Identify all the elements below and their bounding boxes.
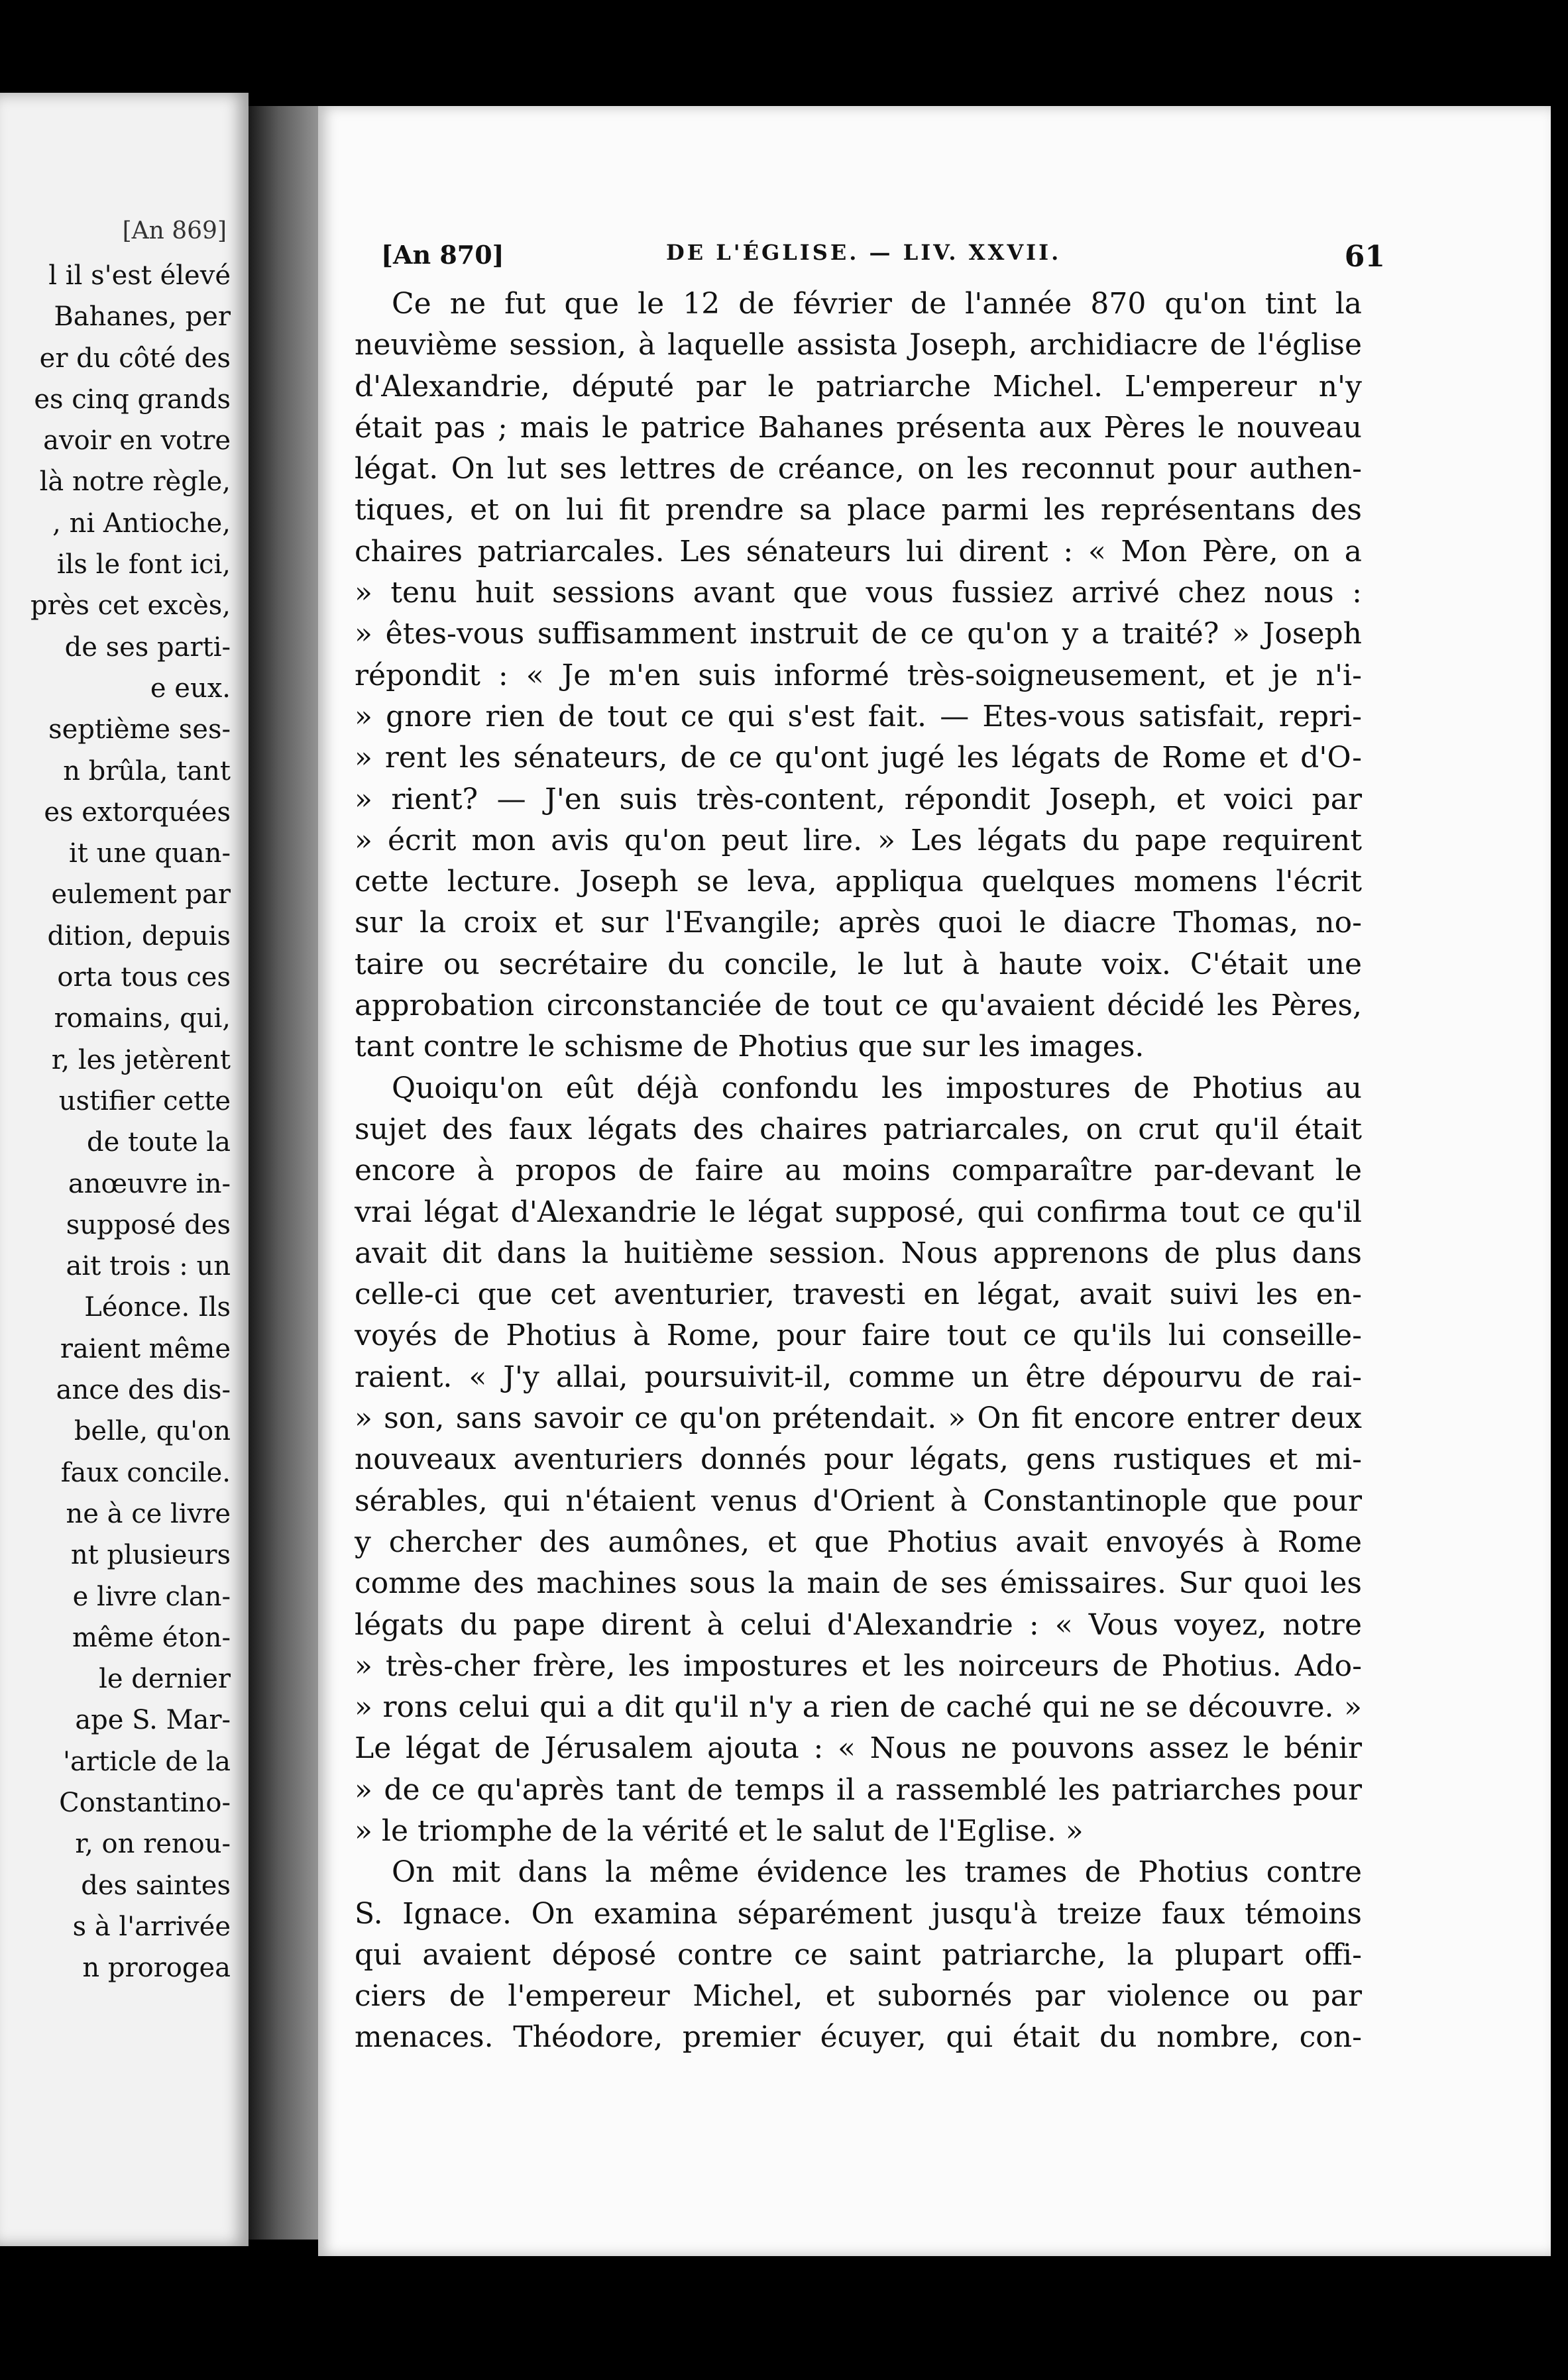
left-page-line: même éton- bbox=[72, 1622, 231, 1653]
left-page-line: e eux. bbox=[150, 673, 231, 704]
text-line: sur la croix et sur l'Evangile; après quoi le diacre Thomas, no- bbox=[355, 906, 1362, 940]
left-page-line: , ni Antioche, bbox=[52, 508, 231, 539]
left-page-line: Constantino- bbox=[59, 1787, 231, 1818]
left-page-line: er du côté des bbox=[39, 343, 231, 374]
page-number: 61 bbox=[1344, 240, 1385, 274]
left-page-line: ils le font ici, bbox=[56, 549, 231, 580]
left-page-line: avoir en votre bbox=[43, 425, 231, 457]
left-page-text bbox=[0, 255, 231, 1988]
paragraph bbox=[355, 1852, 1362, 2058]
text-line: » rons celui qui a dit qu'il n'y a rien de caché qui ne se découvre. » bbox=[355, 1690, 1362, 1725]
text-line: » tenu huit sessions avant que vous fussiez arrivé chez nous : bbox=[355, 576, 1362, 610]
left-page-line: supposé des bbox=[66, 1209, 231, 1240]
left-page-line: ne à ce livre bbox=[66, 1498, 231, 1529]
left-page-line: n brûla, tant bbox=[63, 755, 231, 786]
left-page-line: Bahanes, per bbox=[54, 301, 231, 333]
text-line: y chercher des aumônes, et que Photius avait envoyés à Rome bbox=[355, 1525, 1362, 1559]
left-page-line: n prorogea bbox=[82, 1953, 231, 1984]
left-page-line: romains, qui, bbox=[54, 1003, 231, 1034]
text-line: » son, sans savoir ce qu'on prétendait. » On fit encore entrer deux bbox=[355, 1401, 1362, 1436]
text-line: » très-cher frère, les impostures et les noirceurs de Photius. Ado- bbox=[355, 1649, 1362, 1683]
left-page-line: e livre clan- bbox=[72, 1581, 231, 1612]
text-line: tant contre le schisme de Photius que sur les images. bbox=[355, 1030, 1145, 1064]
running-head-year: [An 870] bbox=[381, 240, 504, 270]
left-page-line: r, on renou- bbox=[75, 1829, 231, 1860]
left-page bbox=[0, 93, 249, 2246]
left-page-line: Léonce. Ils bbox=[84, 1292, 231, 1323]
left-page-line: eulement par bbox=[51, 879, 231, 910]
left-page-line: septième ses- bbox=[48, 714, 231, 745]
text-line: neuvième session, à laquelle assista Joseph, archidiacre de l'église bbox=[355, 328, 1362, 362]
text-line: légat. On lut ses lettres de créance, on les reconnut pour authen- bbox=[355, 452, 1362, 486]
text-line: répondit : « Je m'en suis informé très-soigneusement, et je n'i- bbox=[355, 658, 1362, 692]
running-head-title: DE L'ÉGLISE. — LIV. XXVII. bbox=[666, 240, 1062, 265]
text-line: était pas ; mais le patrice Bahanes présenta aux Pères le nouveau bbox=[355, 410, 1362, 445]
text-line: » écrit mon avis qu'on peut lire. » Les légats du pape requirent bbox=[355, 823, 1362, 857]
text-line: » êtes-vous suffisamment instruit de ce qu'on y a traité? » Joseph bbox=[355, 617, 1362, 651]
text-line: » le triomphe de la vérité et le salut de l'Eglise. » bbox=[355, 1813, 1084, 1848]
left-page-line: des saintes bbox=[81, 1870, 231, 1901]
text-line: raient. « J'y allai, poursuivit-il, comme un être dépourvu de rai- bbox=[355, 1360, 1362, 1394]
text-line: Quoiqu'on eût déjà confondu les impostures de Photius au bbox=[392, 1071, 1362, 1105]
text-line: » gnore rien de tout ce qui s'est fait. — Etes-vous satisfait, repri- bbox=[355, 699, 1362, 733]
left-page-line: ustifier cette bbox=[58, 1085, 231, 1116]
left-page-line: 'article de la bbox=[62, 1746, 231, 1777]
left-page-line: r, les jetèrent bbox=[51, 1044, 231, 1075]
left-page-line: es cinq grands bbox=[34, 384, 231, 415]
left-page-line: près cet excès, bbox=[30, 590, 231, 622]
text-line: S. Ignace. On examina séparément jusqu'à treize faux témoins bbox=[355, 1896, 1362, 1931]
text-line: tiques, et on lui fit prendre sa place parmi les représentans des bbox=[355, 493, 1362, 527]
left-page-header: [An 869] bbox=[122, 217, 227, 244]
text-line: chaires patriarcales. Les sénateurs lui dirent : « Mon Père, on a bbox=[355, 534, 1362, 568]
text-line: taire ou secrétaire du concile, le lut à haute voix. C'était une bbox=[355, 947, 1362, 981]
text-line: nouveaux aventuriers donnés pour légats, gens rustiques et mi- bbox=[355, 1442, 1362, 1477]
text-line: Le légat de Jérusalem ajouta : « Nous ne pouvons assez le bénir bbox=[355, 1731, 1362, 1766]
text-line: encore à propos de faire au moins comparaître par-devant le bbox=[355, 1154, 1362, 1188]
left-page-line: nt plusieurs bbox=[70, 1540, 231, 1571]
text-line: menaces. Théodore, premier écuyer, qui était du nombre, con- bbox=[355, 2020, 1362, 2055]
text-line: vrai légat d'Alexandrie le légat supposé, qui confirma tout ce qu'il bbox=[355, 1195, 1362, 1229]
left-page-line: raient même bbox=[60, 1333, 231, 1364]
left-page-line: l il s'est élevé bbox=[48, 260, 231, 291]
left-page-line: ance des dis- bbox=[56, 1375, 231, 1406]
text-line: qui avaient déposé contre ce saint patriarche, la plupart offi- bbox=[355, 1937, 1362, 1972]
left-page-line: s à l'arrivée bbox=[72, 1911, 231, 1942]
running-head bbox=[381, 240, 1385, 280]
book-gutter bbox=[249, 106, 323, 2240]
text-line: voyés de Photius à Rome, pour faire tout ce qu'ils lui conseille- bbox=[355, 1319, 1362, 1353]
text-line: celle-ci que cet aventurier, travesti en légat, avait suivi les en- bbox=[355, 1277, 1362, 1312]
text-line: avait dit dans la huitième session. Nous apprenons de plus dans bbox=[355, 1236, 1362, 1270]
left-page-line: dition, depuis bbox=[47, 920, 231, 951]
text-line: » rent les sénateurs, de ce qu'ont jugé les légats de Rome et d'O- bbox=[355, 741, 1362, 775]
text-line: cette lecture. Joseph se leva, appliqua quelques momens l'écrit bbox=[355, 865, 1362, 899]
left-page-line: le dernier bbox=[99, 1664, 231, 1695]
left-page-line: ape S. Mar- bbox=[75, 1705, 231, 1736]
left-page-line: ait trois : un bbox=[66, 1251, 231, 1282]
text-line: » rient? — J'en suis très-content, répondit Joseph, et voici par bbox=[355, 782, 1362, 816]
paragraph bbox=[355, 1068, 1362, 1853]
text-line: d'Alexandrie, député par le patriarche Michel. L'empereur n'y bbox=[355, 369, 1362, 404]
text-line: sérables, qui n'étaient venus d'Orient à Constantinople que pour bbox=[355, 1484, 1362, 1518]
left-page-line: it une quan- bbox=[69, 838, 231, 869]
left-page-line: de ses parti- bbox=[64, 631, 231, 663]
left-page-line: belle, qu'on bbox=[74, 1416, 231, 1447]
text-line: » de ce qu'après tant de temps il a rassemblé les patriarches pour bbox=[355, 1772, 1362, 1807]
left-page-line: de toute la bbox=[86, 1127, 231, 1158]
paragraph bbox=[355, 284, 1362, 1068]
left-page-line: là notre règle, bbox=[39, 466, 231, 498]
left-page-line: es extorquées bbox=[44, 796, 231, 828]
left-page-line: anœuvre in- bbox=[68, 1168, 231, 1199]
text-line: approbation circonstanciée de tout ce qu'avaient décidé les Pères, bbox=[355, 989, 1362, 1023]
text-line: légats du pape dirent à celui d'Alexandrie : « Vous voyez, notre bbox=[355, 1607, 1362, 1642]
left-page-line: faux concile. bbox=[60, 1457, 231, 1488]
text-line: ciers de l'empereur Michel, et subornés par violence ou par bbox=[355, 1979, 1362, 2014]
left-page-line: orta tous ces bbox=[57, 962, 231, 993]
text-line: Ce ne fut que le 12 de février de l'année 870 qu'on tint la bbox=[392, 287, 1362, 321]
text-line: comme des machines sous la main de ses émissaires. Sur quoi les bbox=[355, 1566, 1362, 1601]
body-text bbox=[355, 284, 1362, 2059]
text-line: On mit dans la même évidence les trames de Photius contre bbox=[392, 1855, 1362, 1890]
text-line: sujet des faux légats des chaires patriarcales, on crut qu'il était bbox=[355, 1112, 1362, 1146]
